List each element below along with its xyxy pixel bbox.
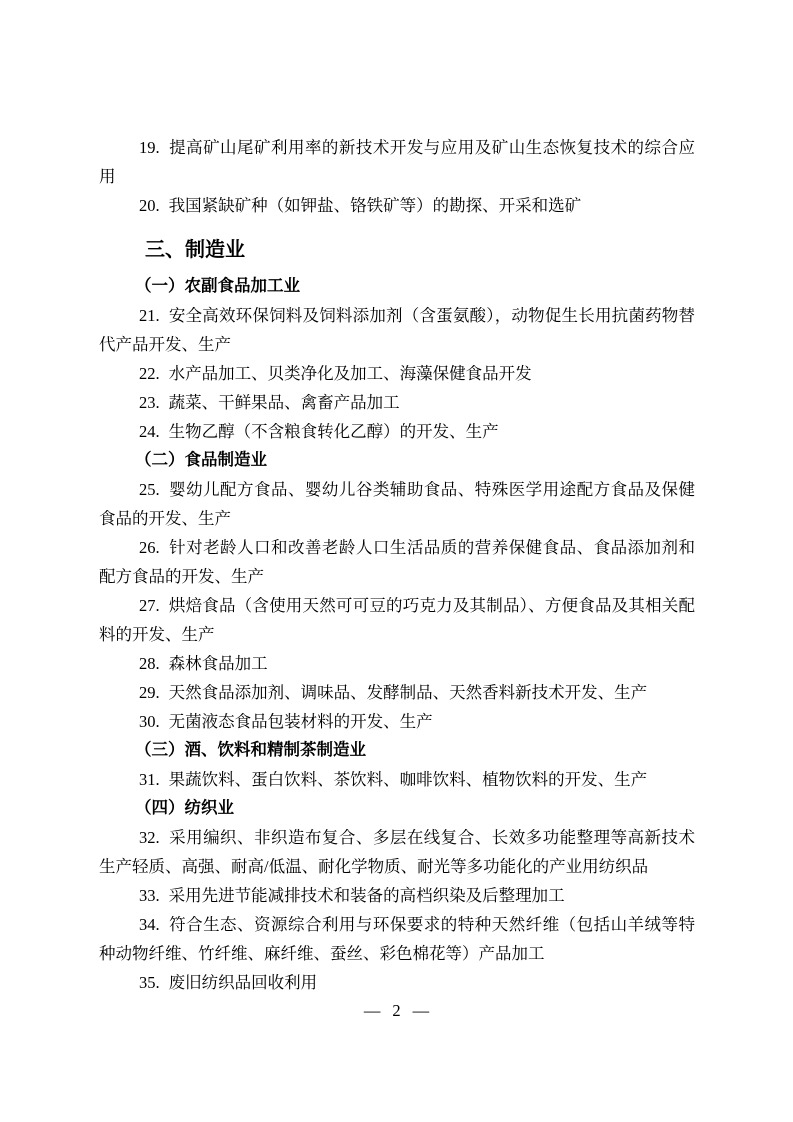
item-number: 23. [139,393,160,412]
item-text: 废旧纺织品回收利用 [168,973,318,992]
item-text: 无菌液态食品包装材料的开发、生产 [168,712,433,731]
item-number: 33. [139,886,160,905]
list-item [99,475,695,533]
item-number: 20. [139,196,160,215]
item-text: 天然食品添加剂、调味品、发酵制品、天然香料新技术开发、生产 [168,683,648,702]
item-number: 27. [139,596,160,615]
page-footer [0,996,793,1025]
item-number: 25. [139,480,160,499]
list-item [99,591,695,649]
item-text: 提高矿山尾矿利用率的新技术开发与应用及矿山生态恢复技术的综合应用 [99,138,695,186]
list-item [99,133,695,191]
item-number: 34. [139,915,160,934]
item-text: 婴幼儿配方食品、婴幼儿谷类辅助食品、特殊医学用途配方食品及保健食品的开发、生产 [99,480,695,528]
list-item [99,823,695,881]
item-number: 21. [139,306,160,325]
item-text: 生物乙醇（不含粮食转化乙醇）的开发、生产 [168,422,499,441]
subsection-heading: （二）食品制造业 [135,451,267,469]
item-number: 26. [139,538,160,557]
item-number: 30. [139,712,160,731]
item-number: 19. [139,138,160,157]
document-body [99,133,695,997]
list-item [99,881,695,910]
item-text: 烘焙食品（含使用天然可可豆的巧克力及其制品）、方便食品及其相关配料的开发、生产 [99,596,695,644]
list-item [99,533,695,591]
item-text: 我国紧缺矿种（如钾盐、铬铁矿等）的勘探、开采和选矿 [168,196,582,215]
list-item [99,910,695,968]
subsection-heading: （一）农副食品加工业 [135,277,300,295]
list-item [99,191,695,220]
list-item [99,707,695,736]
list-item [99,301,695,359]
list-item [99,968,695,997]
page-number: 2 [392,1001,401,1020]
item-text: 森林食品加工 [168,654,268,673]
page-number-dash-right: — [412,1001,430,1020]
item-text: 针对老龄人口和改善老龄人口生活品质的营养保健食品、食品添加剂和配方食品的开发、生产 [99,538,695,586]
item-number: 32. [139,828,160,847]
item-number: 28. [139,654,160,673]
item-text: 果蔬饮料、蛋白饮料、茶饮料、咖啡饮料、植物饮料的开发、生产 [168,770,648,789]
subsection-heading: （三）酒、饮料和精制茶制造业 [135,741,366,759]
item-text: 符合生态、资源综合利用与环保要求的特种天然纤维（包括山羊绒等特种动物纤维、竹纤维、麻纤维、蚕丝、彩色棉花等）产品加工 [99,915,695,963]
page-number-dash-left: — [363,1001,381,1020]
item-number: 35. [139,973,160,992]
item-number: 31. [139,770,160,789]
list-item [99,678,695,707]
item-text: 蔬菜、干鲜果品、禽畜产品加工 [168,393,400,412]
item-number: 24. [139,422,160,441]
item-number: 29. [139,683,160,702]
item-text: 水产品加工、贝类净化及加工、海藻保健食品开发 [168,364,532,383]
item-text: 采用编织、非织造布复合、多层在线复合、长效多功能整理等高新技术生产轻质、高强、耐高/低温、耐化学物质、耐光等多功能化的产业用纺织品 [99,828,695,876]
list-item [99,359,695,388]
item-number: 22. [139,364,160,383]
section-heading: 三、制造业 [145,239,245,261]
item-text: 安全高效环保饲料及饲料添加剂（含蛋氨酸），动物促生长用抗菌药物替代产品开发、生产 [99,306,695,354]
list-item [99,417,695,446]
list-item [99,649,695,678]
item-text: 采用先进节能减排技术和装备的高档织染及后整理加工 [168,886,565,905]
list-item [99,765,695,794]
subsection-heading: （四）纺织业 [135,799,234,817]
list-item [99,388,695,417]
